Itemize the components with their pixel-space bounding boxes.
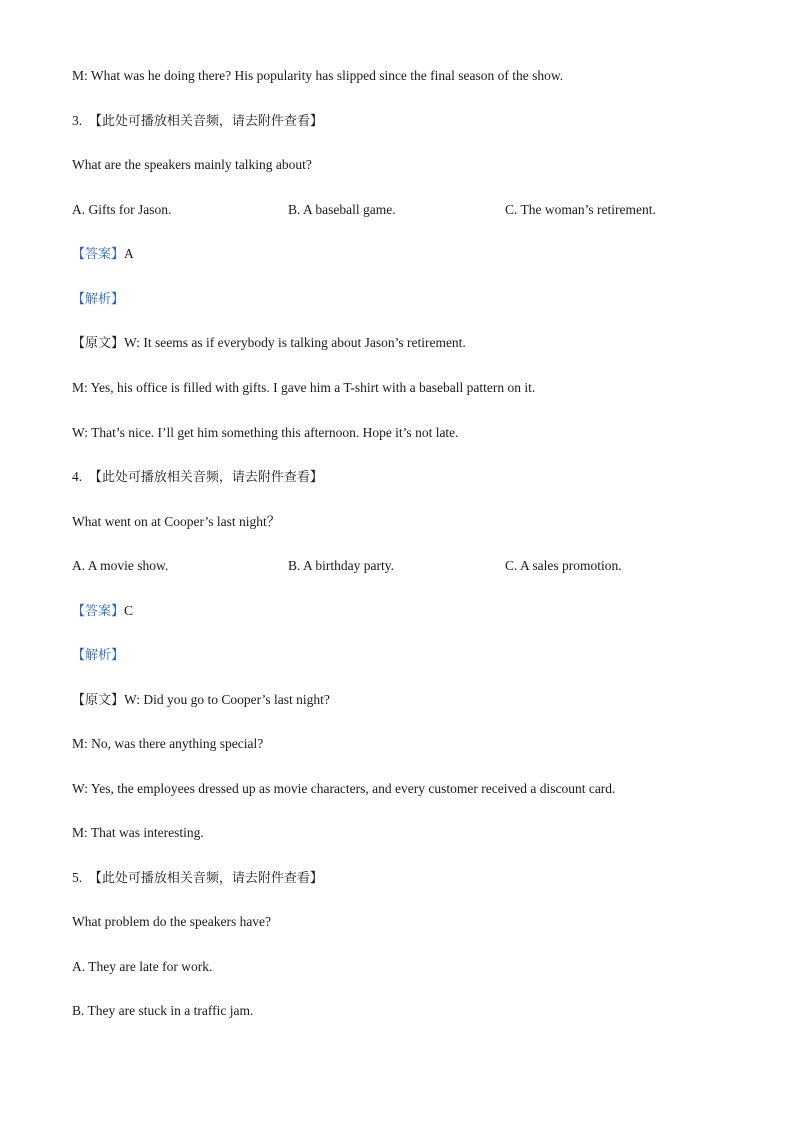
q5-option-a: A. They are late for work. [72,959,213,974]
q4-option-b: B. A birthday party. [288,558,394,573]
q3-transcript-3: W: That’s nice. I’ll get him something this afternoon. Hope it’s not late. [72,425,459,440]
transcript-line: W: Did you go to Cooper’s last night? [124,692,330,707]
question-5-header [72,869,323,888]
answer-value: C [124,603,134,618]
answer-tag: 【答案】 [72,247,125,262]
analysis-tag: 【解析】 [72,292,125,307]
question-3-text: What are the speakers mainly talking about? [72,157,312,172]
q3-option-c: C. The woman’s retirement. [505,202,656,217]
q3-transcript-1 [72,334,466,353]
q3-option-b: B. A baseball game. [288,202,396,217]
q4-transcript-2: M: No, was there anything special? [72,736,264,751]
q3-analysis [72,290,124,309]
answer-value: A [124,246,134,261]
question-number: 5. [72,870,83,885]
audio-note: 【此处可播放相关音频，请去附件查看】 [88,871,323,886]
question-number: 3. [72,113,83,128]
q4-option-c: C. A sales promotion. [505,558,622,573]
q3-answer [72,245,134,264]
q4-transcript-1 [72,691,330,710]
question-4-text: What went on at Cooper’s last night？ [72,514,281,529]
audio-note: 【此处可播放相关音频，请去附件查看】 [88,114,323,129]
audio-note: 【此处可播放相关音频，请去附件查看】 [88,470,323,485]
q4-option-a: A. A movie show. [72,558,169,573]
analysis-tag: 【解析】 [72,648,125,663]
q4-transcript-3: W: Yes, the employees dressed up as movie characters, and every customer received a discount card. [72,781,616,796]
transcript-line: W: It seems as if everybody is talking about Jason’s retirement. [124,335,466,350]
q3-transcript-2: M: Yes, his office is filled with gifts. I gave him a T-shirt with a baseball pattern on it. [72,380,536,395]
question-4-header [72,468,323,487]
q5-option-b: B. They are stuck in a traffic jam. [72,1003,254,1018]
q4-answer [72,602,133,621]
original-text-tag: 【原文】 [72,693,125,708]
question-5-text: What problem do the speakers have? [72,914,272,929]
q4-analysis [72,646,124,665]
question-number: 4. [72,469,83,484]
answer-tag: 【答案】 [72,604,125,619]
original-text-tag: 【原文】 [72,336,125,351]
transcript-line: M: What was he doing there? His popularity has slipped since the final season of the show. [72,68,564,83]
q4-transcript-4: M: That was interesting. [72,825,204,840]
question-3-header [72,112,323,131]
q3-option-a: A. Gifts for Jason. [72,202,172,217]
